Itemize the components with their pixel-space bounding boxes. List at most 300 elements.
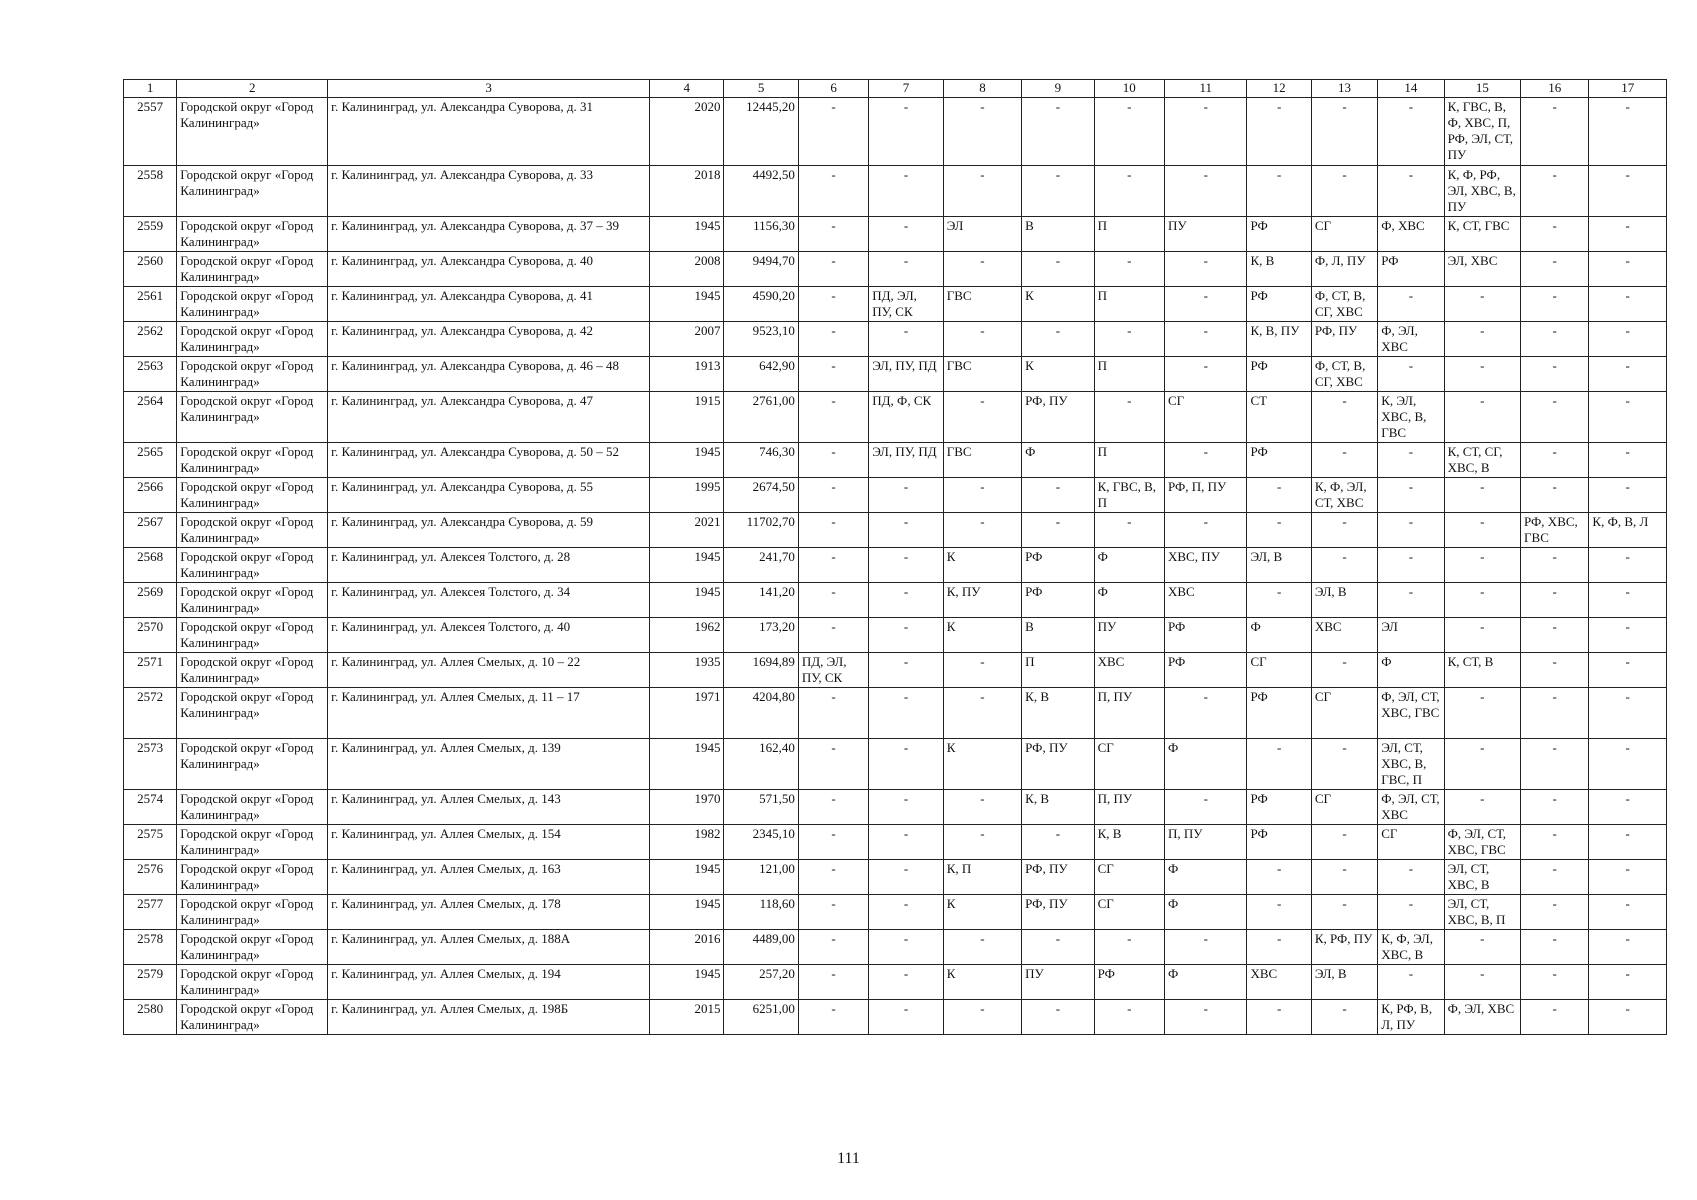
table-cell-col-5: 162,40 (724, 739, 798, 790)
table-cell-col-15: - (1444, 930, 1520, 965)
table-cell-col-14: - (1378, 965, 1444, 1000)
table-cell-col-17: - (1589, 252, 1667, 287)
table-cell-col-8: ГВС (943, 443, 1021, 478)
table-cell-col-17: - (1589, 860, 1667, 895)
table-cell-col-1: 2580 (124, 1000, 177, 1035)
table-cell-col-17: - (1589, 790, 1667, 825)
table-cell-col-7: - (869, 217, 943, 252)
table-cell-col-15: - (1444, 287, 1520, 322)
table-cell-col-2: Городской округ «Город Калининград» (177, 98, 328, 166)
table-cell-col-8: К (943, 618, 1021, 653)
table-cell-col-14: Ф, ЭЛ, СТ, ХВС, ГВС (1378, 688, 1444, 739)
table-cell-col-15: Ф, ЭЛ, ХВС (1444, 1000, 1520, 1035)
table-cell-col-8: - (943, 98, 1021, 166)
table-cell-col-6: - (798, 965, 868, 1000)
table-cell-col-10: - (1094, 98, 1164, 166)
table-cell-col-11: - (1165, 166, 1247, 217)
table-cell-col-6: - (798, 548, 868, 583)
table-cell-col-16: - (1521, 739, 1589, 790)
table-cell-col-15: - (1444, 548, 1520, 583)
table-cell-col-14: - (1378, 583, 1444, 618)
table-row (124, 166, 1667, 217)
table-cell-col-12: РФ (1247, 217, 1311, 252)
table-cell-col-17: - (1589, 443, 1667, 478)
table-cell-col-6: - (798, 583, 868, 618)
table-cell-col-16: - (1521, 252, 1589, 287)
column-header-13: 13 (1311, 80, 1377, 98)
table-cell-col-16: - (1521, 478, 1589, 513)
table-cell-col-4: 1945 (650, 895, 724, 930)
table-cell-col-13: СГ (1311, 790, 1377, 825)
table-cell-col-6: - (798, 688, 868, 739)
table-cell-col-16: - (1521, 965, 1589, 1000)
table-cell-col-1: 2557 (124, 98, 177, 166)
table-cell-col-1: 2565 (124, 443, 177, 478)
table-cell-col-4: 1982 (650, 825, 724, 860)
column-header-6: 6 (798, 80, 868, 98)
table-cell-col-12: - (1247, 513, 1311, 548)
table-cell-col-4: 1913 (650, 357, 724, 392)
table-cell-col-3: г. Калининград, ул. Алексея Толстого, д. 28 (328, 548, 650, 583)
table-cell-col-8: - (943, 513, 1021, 548)
table-cell-col-12: РФ (1247, 688, 1311, 739)
table-cell-col-2: Городской округ «Город Калининград» (177, 1000, 328, 1035)
table-cell-col-5: 4590,20 (724, 287, 798, 322)
page-number: 111 (837, 1150, 860, 1167)
table-cell-col-4: 1945 (650, 548, 724, 583)
table-cell-col-5: 11702,70 (724, 513, 798, 548)
table-cell-col-4: 2020 (650, 98, 724, 166)
table-cell-col-1: 2574 (124, 790, 177, 825)
table-cell-col-10: П, ПУ (1094, 790, 1164, 825)
table-cell-col-14: Ф, ЭЛ, СТ, ХВС (1378, 790, 1444, 825)
table-cell-col-13: РФ, ПУ (1311, 322, 1377, 357)
table-cell-col-10: - (1094, 252, 1164, 287)
table-cell-col-10: Ф (1094, 548, 1164, 583)
table-cell-col-4: 1945 (650, 739, 724, 790)
table-cell-col-14: Ф (1378, 653, 1444, 688)
table-cell-col-7: ПД, Ф, СК (869, 392, 943, 443)
table-cell-col-3: г. Калининград, ул. Александра Суворова, д. 47 (328, 392, 650, 443)
table-cell-col-4: 1945 (650, 287, 724, 322)
table-cell-col-7: - (869, 322, 943, 357)
table-cell-col-13: - (1311, 443, 1377, 478)
table-cell-col-5: 2674,50 (724, 478, 798, 513)
column-header-15: 15 (1444, 80, 1520, 98)
table-cell-col-1: 2567 (124, 513, 177, 548)
column-header-3: 3 (328, 80, 650, 98)
table-cell-col-9: - (1022, 930, 1094, 965)
table-cell-col-10: К, ГВС, В, П (1094, 478, 1164, 513)
table-cell-col-4: 1970 (650, 790, 724, 825)
table-cell-col-7: - (869, 513, 943, 548)
table-cell-col-1: 2575 (124, 825, 177, 860)
table-row (124, 618, 1667, 653)
table-cell-col-2: Городской округ «Город Калининград» (177, 860, 328, 895)
table-cell-col-9: - (1022, 825, 1094, 860)
table-cell-col-3: г. Калининград, ул. Аллея Смелых, д. 11 – 17 (328, 688, 650, 739)
table-cell-col-15: К, СТ, СГ, ХВС, В (1444, 443, 1520, 478)
table-cell-col-11: Ф (1165, 860, 1247, 895)
table-cell-col-8: - (943, 790, 1021, 825)
table-cell-col-5: 6251,00 (724, 1000, 798, 1035)
table-cell-col-13: СГ (1311, 688, 1377, 739)
table-cell-col-13: Ф, СТ, В, СГ, ХВС (1311, 287, 1377, 322)
table-cell-col-13: - (1311, 392, 1377, 443)
table-cell-col-3: г. Калининград, ул. Александра Суворова, д. 33 (328, 166, 650, 217)
table-cell-col-14: Ф, ЭЛ, ХВС (1378, 322, 1444, 357)
table-cell-col-7: ЭЛ, ПУ, ПД (869, 443, 943, 478)
table-cell-col-17: - (1589, 357, 1667, 392)
table-cell-col-7: - (869, 825, 943, 860)
table-cell-col-3: г. Калининград, ул. Алексея Толстого, д. 40 (328, 618, 650, 653)
table-cell-col-17: - (1589, 653, 1667, 688)
table-cell-col-17: К, Ф, В, Л (1589, 513, 1667, 548)
table-cell-col-10: - (1094, 392, 1164, 443)
table-cell-col-6: - (798, 739, 868, 790)
table-cell-col-14: - (1378, 548, 1444, 583)
table-cell-col-8: К (943, 548, 1021, 583)
table-cell-col-5: 118,60 (724, 895, 798, 930)
table-cell-col-13: ЭЛ, В (1311, 965, 1377, 1000)
table-cell-col-13: - (1311, 739, 1377, 790)
table-cell-col-13: - (1311, 1000, 1377, 1035)
table-cell-col-12: РФ (1247, 357, 1311, 392)
table-row (124, 443, 1667, 478)
table-row (124, 860, 1667, 895)
table-row (124, 392, 1667, 443)
table-cell-col-6: ПД, ЭЛ, ПУ, СК (798, 653, 868, 688)
table-cell-col-12: ЭЛ, В (1247, 548, 1311, 583)
table-cell-col-16: - (1521, 618, 1589, 653)
table-cell-col-8: К (943, 965, 1021, 1000)
table-cell-col-10: ПУ (1094, 618, 1164, 653)
table-cell-col-6: - (798, 98, 868, 166)
table-cell-col-5: 4492,50 (724, 166, 798, 217)
table-cell-col-5: 9494,70 (724, 252, 798, 287)
table-cell-col-7: - (869, 688, 943, 739)
table-cell-col-11: РФ (1165, 653, 1247, 688)
table-row (124, 688, 1667, 739)
table-cell-col-2: Городской округ «Город Калининград» (177, 443, 328, 478)
table-cell-col-13: - (1311, 653, 1377, 688)
table-row (124, 790, 1667, 825)
table-cell-col-1: 2561 (124, 287, 177, 322)
table-cell-col-7: ПД, ЭЛ, ПУ, СК (869, 287, 943, 322)
table-cell-col-16: - (1521, 357, 1589, 392)
table-cell-col-7: - (869, 478, 943, 513)
table-row (124, 217, 1667, 252)
table-cell-col-1: 2560 (124, 252, 177, 287)
table-cell-col-9: ПУ (1022, 965, 1094, 1000)
table-cell-col-5: 121,00 (724, 860, 798, 895)
table-cell-col-14: - (1378, 357, 1444, 392)
table-row (124, 98, 1667, 166)
table-cell-col-9: РФ, ПУ (1022, 392, 1094, 443)
table-cell-col-11: ХВС (1165, 583, 1247, 618)
column-header-5: 5 (724, 80, 798, 98)
table-cell-col-8: - (943, 653, 1021, 688)
table-cell-col-16: - (1521, 653, 1589, 688)
table-cell-col-7: - (869, 1000, 943, 1035)
table-cell-col-8: К (943, 895, 1021, 930)
table-cell-col-6: - (798, 790, 868, 825)
table-cell-col-2: Городской округ «Город Калининград» (177, 895, 328, 930)
table-cell-col-13: СГ (1311, 217, 1377, 252)
table-cell-col-9: - (1022, 322, 1094, 357)
table-cell-col-11: - (1165, 357, 1247, 392)
table-cell-col-17: - (1589, 895, 1667, 930)
table-cell-col-12: - (1247, 1000, 1311, 1035)
table-cell-col-17: - (1589, 478, 1667, 513)
table-cell-col-2: Городской округ «Город Калининград» (177, 357, 328, 392)
table-cell-col-8: - (943, 478, 1021, 513)
table-cell-col-8: ГВС (943, 357, 1021, 392)
table-cell-col-3: г. Калининград, ул. Аллея Смелых, д. 194 (328, 965, 650, 1000)
table-cell-col-6: - (798, 322, 868, 357)
table-cell-col-1: 2563 (124, 357, 177, 392)
table-cell-col-1: 2559 (124, 217, 177, 252)
table-cell-col-4: 1935 (650, 653, 724, 688)
table-cell-col-10: П (1094, 443, 1164, 478)
table-cell-col-7: ЭЛ, ПУ, ПД (869, 357, 943, 392)
table-cell-col-6: - (798, 930, 868, 965)
table-cell-col-16: - (1521, 930, 1589, 965)
table-cell-col-10: Ф (1094, 583, 1164, 618)
table-cell-col-5: 746,30 (724, 443, 798, 478)
table-cell-col-1: 2570 (124, 618, 177, 653)
table-cell-col-11: Ф (1165, 965, 1247, 1000)
table-cell-col-3: г. Калининград, ул. Александра Суворова, д. 59 (328, 513, 650, 548)
table-cell-col-10: К, В (1094, 825, 1164, 860)
table-cell-col-12: - (1247, 930, 1311, 965)
table-cell-col-9: - (1022, 252, 1094, 287)
table-cell-col-11: - (1165, 98, 1247, 166)
table-header-row (124, 80, 1667, 98)
table-cell-col-7: - (869, 860, 943, 895)
table-cell-col-15: - (1444, 392, 1520, 443)
table-cell-col-16: - (1521, 583, 1589, 618)
table-cell-col-9: П (1022, 653, 1094, 688)
table-cell-col-9: - (1022, 513, 1094, 548)
table-cell-col-12: К, В (1247, 252, 1311, 287)
table-cell-col-1: 2558 (124, 166, 177, 217)
table-cell-col-14: - (1378, 166, 1444, 217)
table-cell-col-13: - (1311, 825, 1377, 860)
table-cell-col-6: - (798, 478, 868, 513)
table-row (124, 548, 1667, 583)
table-cell-col-6: - (798, 217, 868, 252)
table-cell-col-15: - (1444, 322, 1520, 357)
table-cell-col-3: г. Калининград, ул. Александра Суворова, д. 46 – 48 (328, 357, 650, 392)
table-cell-col-8: К (943, 739, 1021, 790)
table-cell-col-5: 1156,30 (724, 217, 798, 252)
table-cell-col-17: - (1589, 166, 1667, 217)
table-cell-col-4: 1971 (650, 688, 724, 739)
table-cell-col-8: - (943, 322, 1021, 357)
table-cell-col-7: - (869, 618, 943, 653)
table-cell-col-8: - (943, 688, 1021, 739)
table-cell-col-16: - (1521, 825, 1589, 860)
table-cell-col-10: - (1094, 930, 1164, 965)
table-cell-col-11: - (1165, 443, 1247, 478)
table-cell-col-12: - (1247, 166, 1311, 217)
table-cell-col-17: - (1589, 739, 1667, 790)
table-cell-col-3: г. Калининград, ул. Аллея Смелых, д. 154 (328, 825, 650, 860)
column-header-9: 9 (1022, 80, 1094, 98)
table-cell-col-7: - (869, 739, 943, 790)
table-cell-col-11: - (1165, 930, 1247, 965)
table-cell-col-15: - (1444, 739, 1520, 790)
table-cell-col-4: 1945 (650, 217, 724, 252)
table-cell-col-2: Городской округ «Город Калининград» (177, 618, 328, 653)
table-cell-col-14: К, Ф, ЭЛ, ХВС, В (1378, 930, 1444, 965)
table-row (124, 825, 1667, 860)
table-cell-col-5: 4204,80 (724, 688, 798, 739)
table-cell-col-10: П, ПУ (1094, 688, 1164, 739)
table-cell-col-4: 2016 (650, 930, 724, 965)
table-cell-col-12: РФ (1247, 443, 1311, 478)
table-cell-col-9: К, В (1022, 790, 1094, 825)
table-cell-col-10: ХВС (1094, 653, 1164, 688)
table-cell-col-8: К, П (943, 860, 1021, 895)
table-row (124, 513, 1667, 548)
table-cell-col-1: 2564 (124, 392, 177, 443)
table-cell-col-5: 571,50 (724, 790, 798, 825)
table-cell-col-6: - (798, 357, 868, 392)
table-cell-col-2: Городской округ «Город Калининград» (177, 739, 328, 790)
table-cell-col-16: - (1521, 166, 1589, 217)
table-cell-col-13: ЭЛ, В (1311, 583, 1377, 618)
table-cell-col-16: - (1521, 392, 1589, 443)
table-cell-col-15: - (1444, 965, 1520, 1000)
table-cell-col-15: ЭЛ, СТ, ХВС, В, П (1444, 895, 1520, 930)
table-cell-col-4: 1915 (650, 392, 724, 443)
column-header-17: 17 (1589, 80, 1667, 98)
table-cell-col-15: - (1444, 357, 1520, 392)
table-cell-col-8: - (943, 166, 1021, 217)
table-cell-col-12: РФ (1247, 287, 1311, 322)
table-cell-col-3: г. Калининград, ул. Аллея Смелых, д. 139 (328, 739, 650, 790)
table-cell-col-14: К, РФ, В, Л, ПУ (1378, 1000, 1444, 1035)
table-row (124, 739, 1667, 790)
table-cell-col-10: - (1094, 1000, 1164, 1035)
table-cell-col-4: 2018 (650, 166, 724, 217)
column-header-16: 16 (1521, 80, 1589, 98)
table-cell-col-17: - (1589, 392, 1667, 443)
table-cell-col-12: - (1247, 478, 1311, 513)
table-cell-col-3: г. Калининград, ул. Александра Суворова, д. 50 – 52 (328, 443, 650, 478)
table-row (124, 930, 1667, 965)
table-cell-col-14: РФ (1378, 252, 1444, 287)
table-cell-col-16: - (1521, 443, 1589, 478)
table-cell-col-9: - (1022, 478, 1094, 513)
table-cell-col-9: Ф (1022, 443, 1094, 478)
table-cell-col-6: - (798, 895, 868, 930)
table-cell-col-14: - (1378, 478, 1444, 513)
table-cell-col-12: - (1247, 895, 1311, 930)
table-cell-col-13: - (1311, 895, 1377, 930)
table-cell-col-14: - (1378, 895, 1444, 930)
table-cell-col-10: П (1094, 217, 1164, 252)
table-cell-col-4: 1945 (650, 965, 724, 1000)
table-cell-col-4: 2021 (650, 513, 724, 548)
table-cell-col-14: - (1378, 513, 1444, 548)
table-cell-col-8: - (943, 825, 1021, 860)
table-cell-col-1: 2571 (124, 653, 177, 688)
table-cell-col-3: г. Калининград, ул. Аллея Смелых, д. 178 (328, 895, 650, 930)
table-cell-col-17: - (1589, 965, 1667, 1000)
table-cell-col-17: - (1589, 688, 1667, 739)
table-cell-col-9: РФ, ПУ (1022, 895, 1094, 930)
table-cell-col-7: - (869, 965, 943, 1000)
table-cell-col-2: Городской округ «Город Калининград» (177, 217, 328, 252)
table-cell-col-7: - (869, 98, 943, 166)
table-cell-col-17: - (1589, 548, 1667, 583)
table-cell-col-7: - (869, 166, 943, 217)
table-cell-col-2: Городской округ «Город Калининград» (177, 688, 328, 739)
table-cell-col-9: В (1022, 217, 1094, 252)
table-row (124, 287, 1667, 322)
table-cell-col-1: 2572 (124, 688, 177, 739)
table-cell-col-7: - (869, 790, 943, 825)
table-cell-col-5: 1694,89 (724, 653, 798, 688)
table-cell-col-9: РФ (1022, 548, 1094, 583)
table-cell-col-11: - (1165, 287, 1247, 322)
table-cell-col-11: - (1165, 322, 1247, 357)
table-cell-col-8: - (943, 1000, 1021, 1035)
table-cell-col-12: К, В, ПУ (1247, 322, 1311, 357)
table-cell-col-6: - (798, 443, 868, 478)
column-header-14: 14 (1378, 80, 1444, 98)
table-cell-col-15: - (1444, 618, 1520, 653)
table-cell-col-15: К, Ф, РФ, ЭЛ, ХВС, В, ПУ (1444, 166, 1520, 217)
table-cell-col-8: ЭЛ (943, 217, 1021, 252)
column-header-4: 4 (650, 80, 724, 98)
table-cell-col-1: 2566 (124, 478, 177, 513)
table-cell-col-15: К, ГВС, В, Ф, ХВС, П, РФ, ЭЛ, СТ, ПУ (1444, 98, 1520, 166)
table-cell-col-10: П (1094, 357, 1164, 392)
table-cell-col-2: Городской округ «Город Калининград» (177, 252, 328, 287)
column-header-12: 12 (1247, 80, 1311, 98)
table-cell-col-9: В (1022, 618, 1094, 653)
table-cell-col-5: 12445,20 (724, 98, 798, 166)
table-cell-col-9: К (1022, 287, 1094, 322)
table-cell-col-9: К, В (1022, 688, 1094, 739)
table-cell-col-6: - (798, 252, 868, 287)
table-cell-col-4: 1995 (650, 478, 724, 513)
table-cell-col-11: - (1165, 1000, 1247, 1035)
table-cell-col-12: РФ (1247, 825, 1311, 860)
table-cell-col-3: г. Калининград, ул. Аллея Смелых, д. 143 (328, 790, 650, 825)
table-cell-col-16: - (1521, 860, 1589, 895)
table-cell-col-14: - (1378, 443, 1444, 478)
table-row (124, 653, 1667, 688)
table-cell-col-9: РФ, ПУ (1022, 739, 1094, 790)
column-header-10: 10 (1094, 80, 1164, 98)
table-cell-col-6: - (798, 166, 868, 217)
table-cell-col-5: 9523,10 (724, 322, 798, 357)
table-row (124, 1000, 1667, 1035)
table-cell-col-14: Ф, ХВС (1378, 217, 1444, 252)
table-cell-col-2: Городской округ «Город Калининград» (177, 790, 328, 825)
table-cell-col-10: РФ (1094, 965, 1164, 1000)
table-cell-col-2: Городской округ «Город Калининград» (177, 478, 328, 513)
table-cell-col-5: 4489,00 (724, 930, 798, 965)
table-cell-col-8: ГВС (943, 287, 1021, 322)
table-cell-col-12: - (1247, 860, 1311, 895)
table-cell-col-4: 2008 (650, 252, 724, 287)
